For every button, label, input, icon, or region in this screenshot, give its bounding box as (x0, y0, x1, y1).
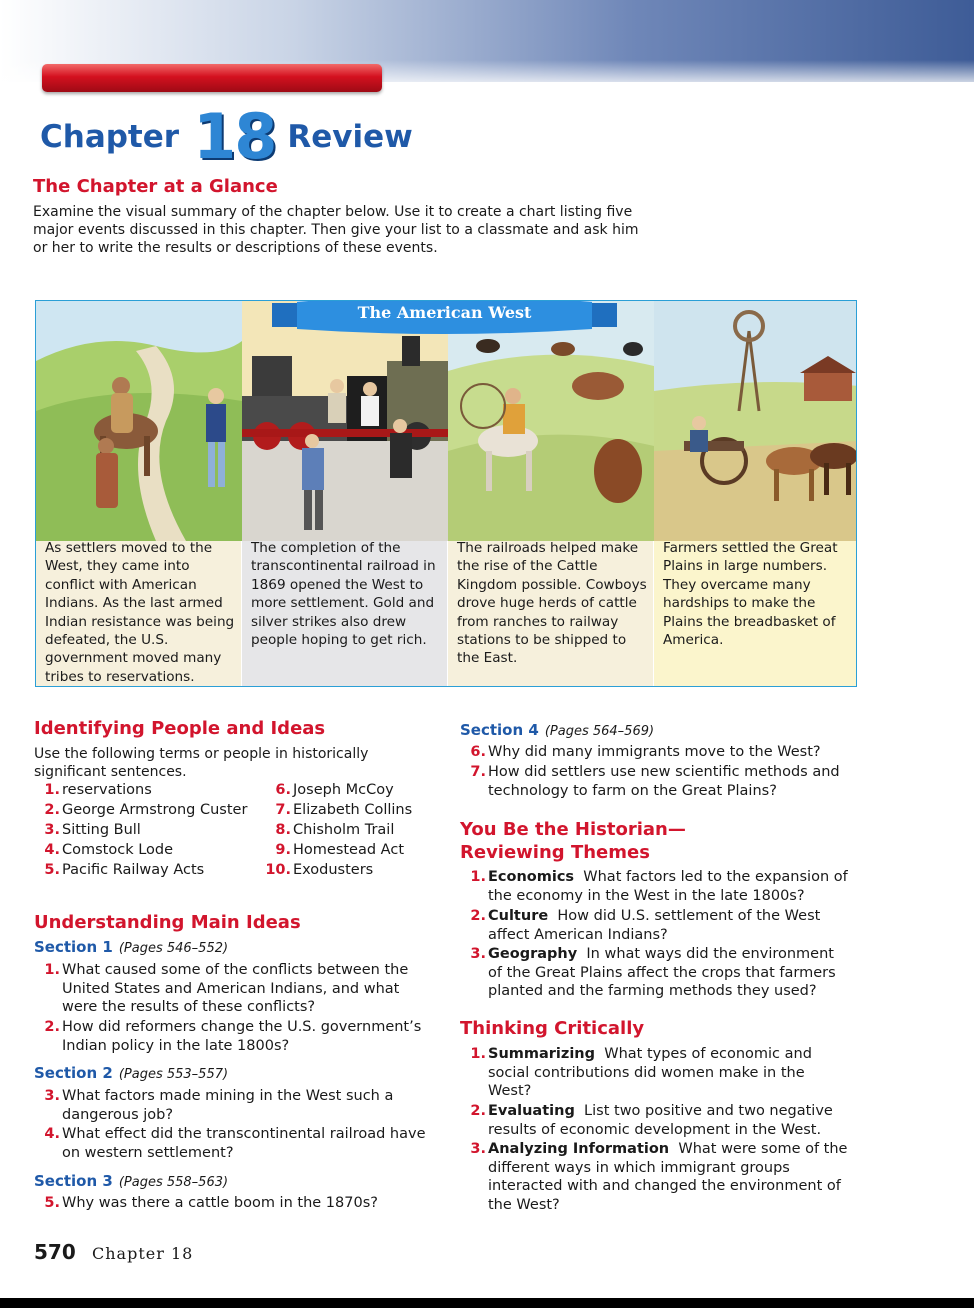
question-item: 2. How did reformers change the U.S. government’s Indian policy in the late 1800s? (44, 1019, 422, 1054)
summary-caption-3: The railroads helped make the rise of the Cattle Kingdom possible. Cowboys drove huge herds of cattle from ranches to railway stations to be shipped to the East. (457, 540, 647, 667)
summary-caption-2: The completion of the transcontinental railroad in 1869 opened the West to more settlement. Gold and silver strikes also drew people hoping to get rich. (251, 540, 436, 649)
question-item: 1. What caused some of the conflicts between the United States and American Indians, and what were the results of these conflicts? (44, 962, 409, 1015)
chapter-number: 18 (193, 100, 276, 173)
glance-heading: The Chapter at a Glance (33, 176, 278, 197)
visual-summary-panel (35, 300, 857, 687)
farming-illustration (654, 301, 857, 541)
section-1-heading: Section 1 (Pages 546–552) (34, 938, 229, 956)
page-number: 570 (34, 1240, 76, 1264)
term-item: 10. Exodusters (265, 862, 374, 878)
question-item: 7. How did settlers use new scientific methods and technology to farm on the Great Plains? (470, 764, 840, 799)
summary-caption-4: Farmers settled the Great Plains in large numbers. They overcame many hardships to make the Plains the breadbasket of America. (663, 540, 838, 649)
page-title (40, 102, 413, 172)
critical-question: 2. Evaluating List two positive and two negative results of economic development in the West. (470, 1103, 833, 1138)
summary-col-cattle (448, 301, 654, 686)
section-4-heading: Section 4 (Pages 564–569) (460, 721, 655, 739)
conflict-illustration (36, 301, 242, 541)
term-item: 6. Joseph McCoy (275, 782, 394, 798)
identifying-heading: Identifying People and Ideas (34, 718, 326, 739)
summary-col-conflict (36, 301, 242, 686)
cattle-illustration (448, 301, 654, 541)
critical-heading: Thinking Critically (460, 1018, 645, 1039)
critical-question: 1. Summarizing What types of economic and social contributions did women make in the West? (470, 1046, 812, 1099)
title-word-review: Review (287, 119, 413, 155)
theme-question: 1. Economics What factors led to the expansion of the economy in the West in the late 1800s? (470, 869, 848, 904)
summary-caption-1: As settlers moved to the West, they came into conflict with American Indians. As the last armed Indian resistance was being defeated, the U.S. government moved many tribes to reservations. (45, 540, 235, 685)
footer-chapter-label: Chapter 18 (92, 1244, 194, 1263)
glance-instructions: Examine the visual summary of the chapter below. Use it to create a chart listing five major events discussed in this chapter. Then give your list to a classmate and ask him or her to write the results or descriptions of these events. (33, 204, 639, 256)
historian-heading: You Be the Historian— Reviewing Themes (460, 819, 686, 863)
term-item: 4. Comstock Lode (44, 842, 174, 858)
summary-col-railroad (242, 301, 448, 686)
question-item: 5. Why was there a cattle boom in the 1870s? (44, 1195, 378, 1211)
term-item: 9. Homestead Act (275, 842, 405, 858)
header-red-bar (42, 64, 382, 92)
term-item: 5. Pacific Railway Acts (44, 862, 205, 878)
term-item: 3. Sitting Bull (44, 822, 141, 838)
bottom-rule (0, 1298, 974, 1308)
term-item: 2. George Armstrong Custer (44, 802, 248, 818)
critical-question: 3. Analyzing Information What were some of the different ways in which immigrant groups interacted with and changed the environment of the West? (470, 1141, 848, 1213)
theme-question: 3. Geography In what ways did the environment of the Great Plains affect the crops that farmers planted and the farming methods they used? (470, 946, 836, 999)
term-item: 7. Elizabeth Collins (275, 802, 413, 818)
question-item: 3. What factors made mining in the West such a dangerous job? (44, 1088, 394, 1123)
term-item: 8. Chisholm Trail (275, 822, 395, 838)
term-item: 1. reservations (44, 782, 152, 798)
question-item: 4. What effect did the transcontinental railroad have on western settlement? (44, 1126, 426, 1161)
summary-col-farming (654, 301, 857, 686)
railroad-illustration (242, 301, 448, 541)
title-word-chapter: Chapter (40, 119, 180, 155)
identifying-instructions: Use the following terms or people in historically significant sentences. (34, 746, 369, 780)
understanding-heading: Understanding Main Ideas (34, 912, 301, 933)
theme-question: 2. Culture How did U.S. settlement of the West affect American Indians? (470, 908, 821, 943)
section-2-heading: Section 2 (Pages 553–557) (34, 1064, 229, 1082)
question-item: 6. Why did many immigrants move to the West? (470, 744, 821, 760)
section-3-heading: Section 3 (Pages 558–563) (34, 1172, 229, 1190)
banner-title: The American West (357, 303, 532, 322)
